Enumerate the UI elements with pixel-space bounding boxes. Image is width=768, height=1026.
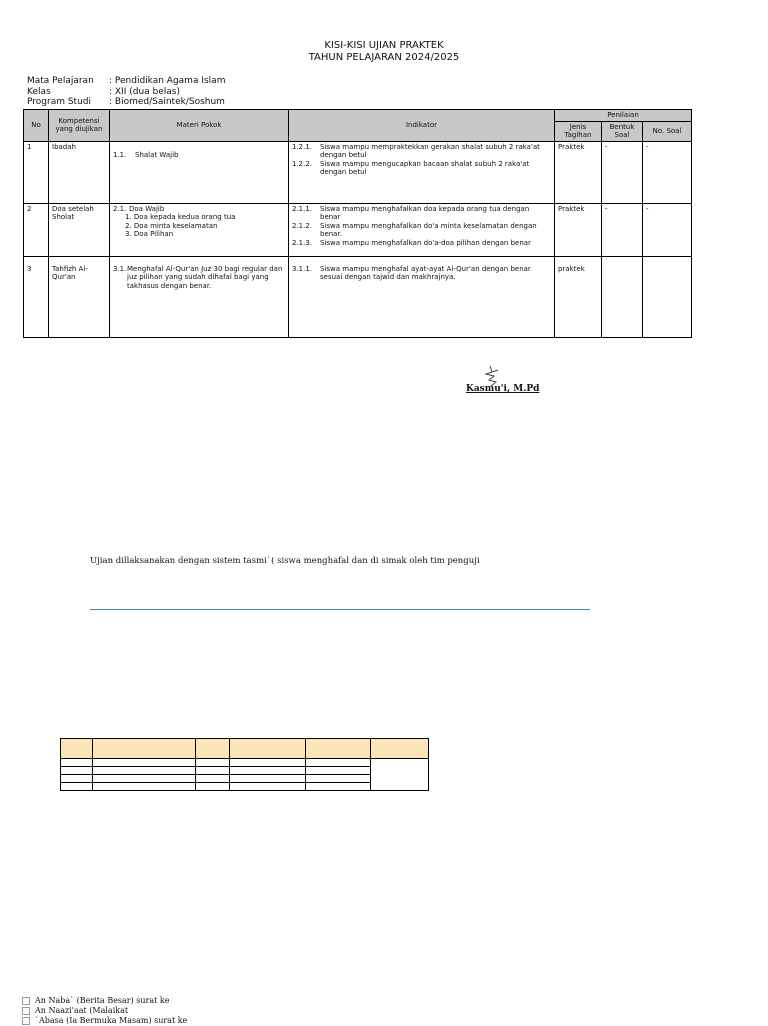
indikator-line	[292, 239, 551, 248]
table-row	[24, 256, 692, 337]
horizontal-rule	[90, 609, 590, 610]
indikator-number: 2.1.3.	[292, 238, 313, 247]
cell-indikator	[289, 141, 555, 203]
materi-text: Menghafal Al-Qur'an Juz 30 bagi regular dan juz pilihan yang sudah dihafal bagi yang takhasus dengan benar.	[127, 264, 283, 290]
cell-nosoal: -	[643, 203, 692, 256]
checkbox-icon	[22, 1007, 30, 1015]
meta-key: Kelas	[27, 86, 51, 97]
materi-sub-item: 3. Doa Pilihan	[125, 230, 174, 238]
indikator-text: Siswa mampu mempraktekkan gerakan shalat subuh 2 raka'at dengan betul	[320, 142, 540, 159]
meta-value: : Biomed/Saintek/Soshum	[109, 97, 225, 107]
col-header-penilaian: Penilaian	[555, 110, 692, 122]
meta-row-subject	[27, 76, 225, 87]
cell-nosoal: -	[643, 141, 692, 203]
indikator-line	[292, 143, 551, 160]
materi-text: Doa Wajib	[129, 204, 165, 213]
exam-note: Ujian dillaksanakan dengan sistem tasmi`( siswa menghafal dan di simak oleh tim penguji	[90, 556, 480, 566]
cell-materi	[110, 141, 289, 203]
col-header-indikator: Indikator	[289, 110, 555, 142]
signature-name: Kasmu'i, M.Pd	[466, 384, 540, 394]
cell-nosoal	[643, 256, 692, 337]
col-header-no: No	[24, 110, 49, 142]
indikator-number: 1.2.1.	[292, 142, 313, 151]
materi-text: Shalat Wajib	[135, 150, 179, 159]
list-item	[22, 1016, 187, 1026]
meta-value: : Pendidikan Agama Islam	[109, 76, 226, 86]
list-item-text: An Naazi'aat (Malaikat	[35, 1006, 129, 1015]
cell-no: 2	[24, 203, 49, 256]
list-item-text: `Abasa (Ia Bermuka Masam) surat ke	[35, 1016, 188, 1025]
list-item-text: An Naba` (Berita Besar) surat ke	[35, 996, 170, 1005]
kisi-kisi-table	[23, 109, 692, 338]
indikator-number: 3.1.1.	[292, 264, 313, 273]
surah-list	[22, 996, 187, 1026]
empty-table-header	[61, 739, 429, 759]
cell-kompetensi: Tahfizh Al-Qur'an	[49, 256, 110, 337]
cell-materi	[110, 203, 289, 256]
list-item	[22, 1006, 187, 1016]
cell-bentuk: -	[602, 203, 643, 256]
col-header-kompetensi: Kompetensi yang diujikan	[49, 110, 110, 142]
meta-key: Mata Pelajaran	[27, 76, 94, 86]
indikator-text: Siswa mampu mengucapkan bacaan shalat subuh 2 raka'at dengan betul	[320, 159, 530, 176]
meta-info	[27, 76, 225, 108]
col-header-nosoal: No. Soal	[643, 121, 692, 141]
indikator-text: Siswa mampu menghafalkan do'a minta keselamatan dengan benar.	[320, 221, 537, 238]
materi-line	[113, 265, 285, 291]
cell-jenis: praktek	[555, 256, 602, 337]
col-header-materi: Materi Pokok	[110, 110, 289, 142]
cell-jenis: Praktek	[555, 141, 602, 203]
materi-sub-item: 2. Doa minta keselamatan	[125, 221, 218, 230]
cell-kompetensi: Doa setelah Sholat	[49, 203, 110, 256]
cell-jenis: Praktek	[555, 203, 602, 256]
meta-key: Program Studi	[27, 97, 91, 107]
materi-number: 1.1.	[113, 150, 127, 159]
merged-cell	[371, 759, 429, 791]
indikator-number: 1.2.2.	[292, 159, 313, 168]
table-row	[24, 203, 692, 256]
empty-table	[60, 738, 429, 791]
checkbox-icon	[22, 997, 30, 1005]
indikator-text: Siswa mampu menghafal ayat-ayat Al-Qur'an dengan benar sesuai dengan tajwid dan makhrajnya.	[320, 264, 531, 281]
indikator-text: Siswa mampu menghafalkan doa kepada orang tua dengan benar	[320, 204, 530, 221]
cell-indikator	[289, 256, 555, 337]
document-year: TAHUN PELAJARAN 2024/2025	[308, 52, 460, 63]
cell-bentuk: -	[602, 141, 643, 203]
cell-no: 3	[24, 256, 49, 337]
cell-no: 1	[24, 141, 49, 203]
materi-number: 3.1.	[113, 264, 127, 273]
meta-row-program	[27, 97, 225, 108]
document-title: KISI-KISI UJIAN PRAKTEK	[324, 40, 444, 51]
indikator-text: Siswa mampu menghafalkan do'a-doa pilihan dengan benar	[320, 238, 531, 247]
indikator-number: 2.1.2.	[292, 221, 313, 230]
cell-indikator	[289, 203, 555, 256]
col-header-jenis: Jenis Tagihan	[555, 121, 602, 141]
materi-sub-item: 1. Doa kepada kedua orang tua	[125, 213, 236, 221]
indikator-number: 2.1.1.	[292, 204, 313, 213]
meta-value: : XII (dua belas)	[109, 86, 180, 97]
materi-line	[113, 151, 285, 160]
list-item	[22, 996, 187, 1006]
indikator-line	[292, 222, 551, 239]
table-row	[24, 141, 692, 203]
table-row	[61, 759, 429, 767]
cell-materi	[110, 256, 289, 337]
col-header-bentuk: Bentuk Soal	[602, 121, 643, 141]
cell-bentuk	[602, 256, 643, 337]
meta-row-class	[27, 87, 225, 98]
indikator-line	[292, 205, 551, 222]
cell-kompetensi: Ibadah	[49, 141, 110, 203]
materi-line	[113, 205, 285, 214]
indikator-line	[292, 265, 551, 282]
indikator-line	[292, 160, 551, 177]
materi-number: 2.1.	[113, 204, 127, 213]
